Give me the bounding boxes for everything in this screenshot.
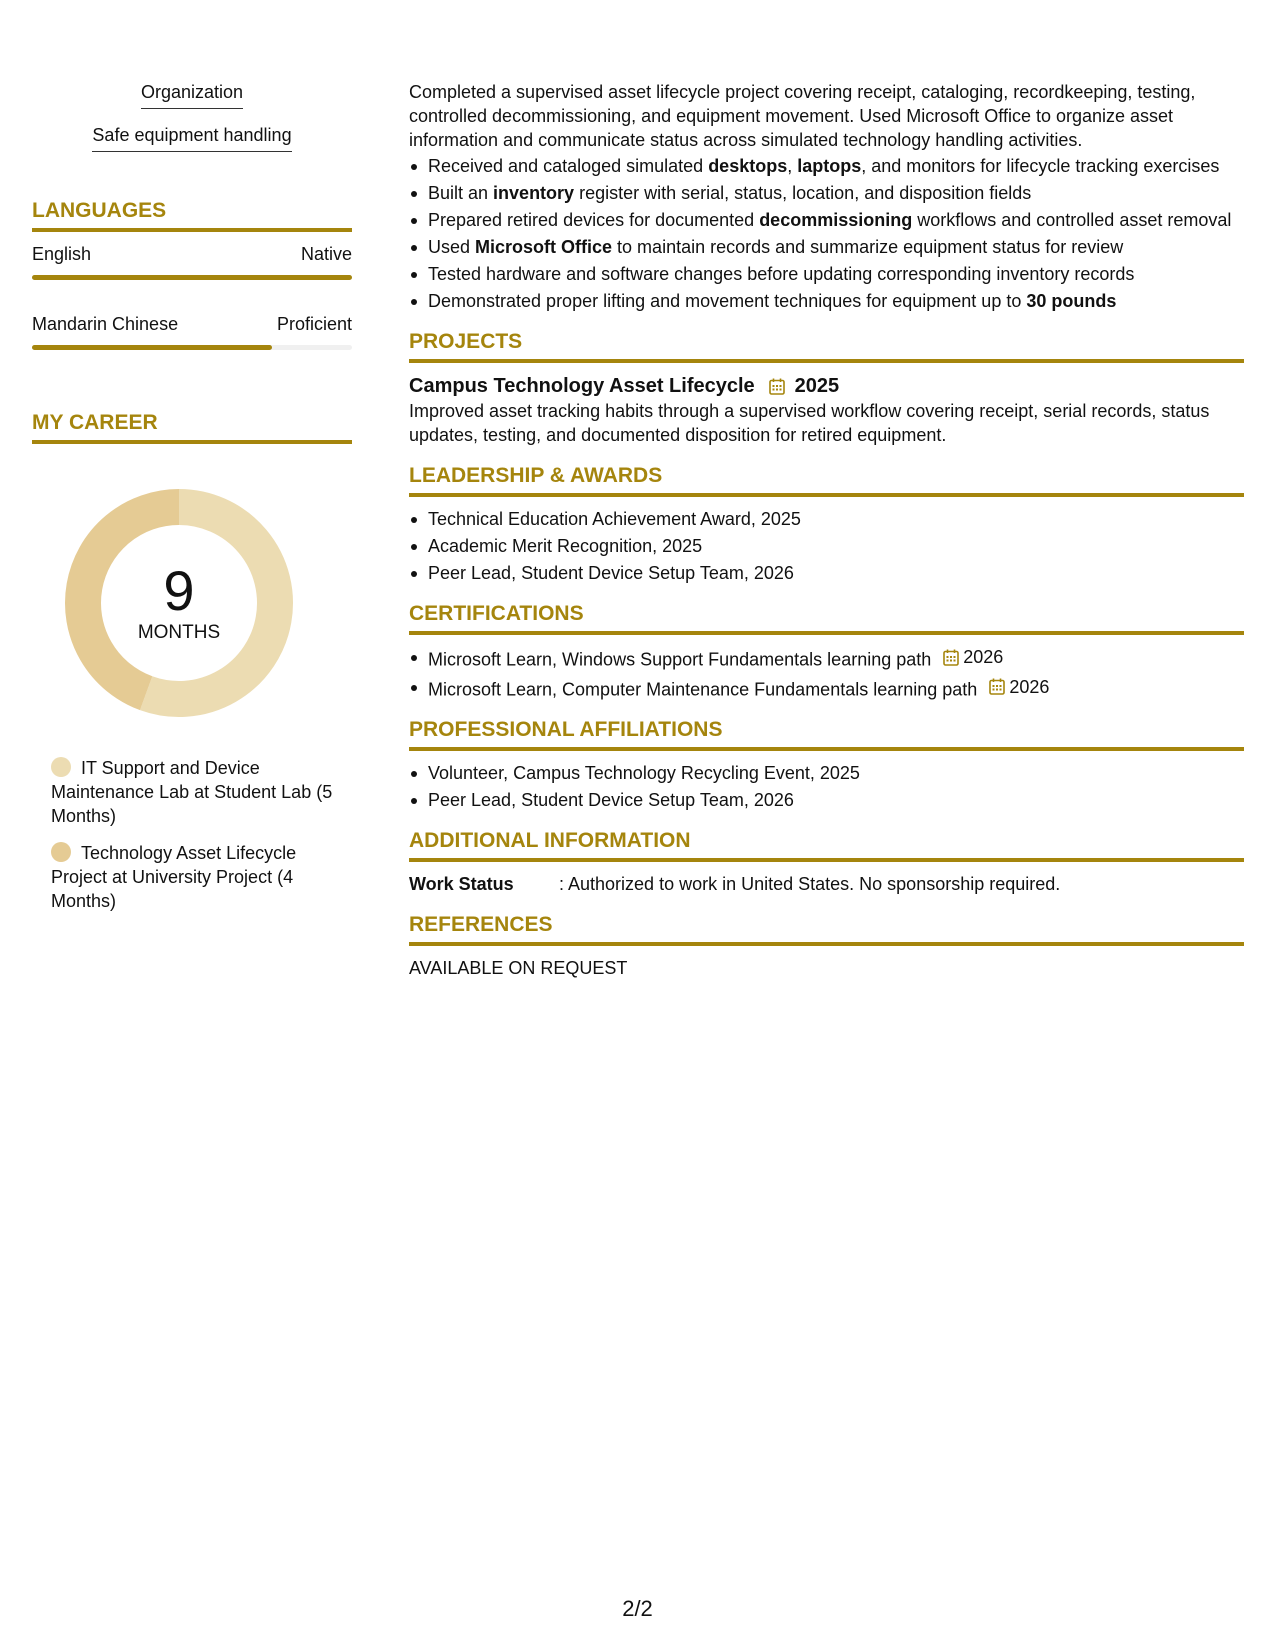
project-description: Improved asset tracking habits through a supervised workflow covering receipt, serial records, status updates, testing, and documented disposition for retired equipment. [409,401,1210,445]
legend-dot [51,842,71,862]
affiliations-section [409,717,1244,812]
additional-info-section [409,828,1244,896]
experience-bullet: Used Microsoft Office to maintain records and summarize equipment status for review [409,235,1244,259]
leadership-list [409,507,1244,585]
experience-bullet: Prepared retired devices for documented decommissioning workflows and controlled asset removal [409,208,1244,232]
language-bar [32,275,352,280]
references-text: AVAILABLE ON REQUEST [409,958,628,978]
projects-section [409,329,1244,447]
language-name: English [32,244,92,264]
left-column [32,80,352,926]
donut-center [64,488,294,718]
skill-item: Safe equipment handling [32,123,352,152]
certifications-heading: CERTIFICATIONS [409,601,1244,635]
project-name: Campus Technology Asset Lifecycle [409,375,755,397]
experience-summary: Completed a supervised asset lifecycle project covering receipt, cataloging, recordkeeping, testing, controlled decommissioning, and equipment movement. Used Microsoft Office to organize asset information and communicate status across simulated technology handling activities. [409,82,1196,150]
career-heading: MY CAREER [32,410,352,444]
legend-item: Technology Asset Lifecycle Project at University Project (4 Months) [51,843,297,911]
list-item: Technical Education Achievement Award, 2025 [409,507,1244,531]
experience-bullets [409,154,1244,313]
leadership-heading: LEADERSHIP & AWARDS [409,463,1244,497]
list-item: Peer Lead, Student Device Setup Team, 2026 [409,561,1244,585]
right-column [409,80,1244,980]
project-header [409,373,1244,399]
experience-bullet: Demonstrated proper lifting and movement techniques for equipment up to 30 pounds [409,289,1244,313]
list-item: Volunteer, Campus Technology Recycling Event, 2025 [409,761,1244,785]
affiliations-list [409,761,1244,812]
certifications-list [409,645,1244,701]
work-status-value: : Authorized to work in United States. No sponsorship required. [559,874,1061,894]
languages-heading: LANGUAGES [32,198,352,232]
list-item: Microsoft Learn, Windows Support Fundamentals learning path 2026 [409,645,1244,672]
career-legend [51,756,341,913]
affiliations-heading: PROFESSIONAL AFFILIATIONS [409,717,1244,751]
legend-dot [51,757,71,777]
legend-item: IT Support and Device Maintenance Lab at Student Lab (5 Months) [51,758,333,826]
projects-heading: PROJECTS [409,329,1244,363]
certifications-section [409,601,1244,701]
language-bar [32,345,352,350]
career-total: 9 [163,559,195,622]
references-heading: REFERENCES [409,912,1244,946]
language-level: Proficient [276,314,352,334]
career-donut-chart [64,488,294,718]
language-list [32,242,352,350]
page-number: 2/2 [622,1596,653,1621]
language-row [32,312,352,336]
language-name: Mandarin Chinese [32,314,179,334]
experience-bullet: Received and cataloged simulated desktops, laptops, and monitors for lifecycle tracking exercises [409,154,1244,178]
experience-bullet: Built an inventory register with serial, status, location, and disposition fields [409,181,1244,205]
additional-info-heading: ADDITIONAL INFORMATION [409,828,1244,862]
calendar-icon [943,649,959,666]
calendar-icon [769,378,785,395]
work-status-row [409,872,1244,896]
experience-bullet: Tested hardware and software changes before updating corresponding inventory records [409,262,1244,286]
skill-item: Organization [32,80,352,109]
references-section [409,912,1244,980]
language-bar-fill [32,345,272,350]
list-item: Microsoft Learn, Computer Maintenance Fundamentals learning path 2026 [409,675,1244,702]
project-year: 2025 [794,375,840,397]
language-level: Native [300,244,352,264]
career-unit: MONTHS [137,622,221,643]
language-row [32,242,352,266]
calendar-icon [989,678,1005,695]
leadership-section [409,463,1244,585]
list-item: Peer Lead, Student Device Setup Team, 2026 [409,788,1244,812]
list-item: Academic Merit Recognition, 2025 [409,534,1244,558]
work-status-label: Work Status [409,874,514,894]
language-bar-fill [32,275,352,280]
